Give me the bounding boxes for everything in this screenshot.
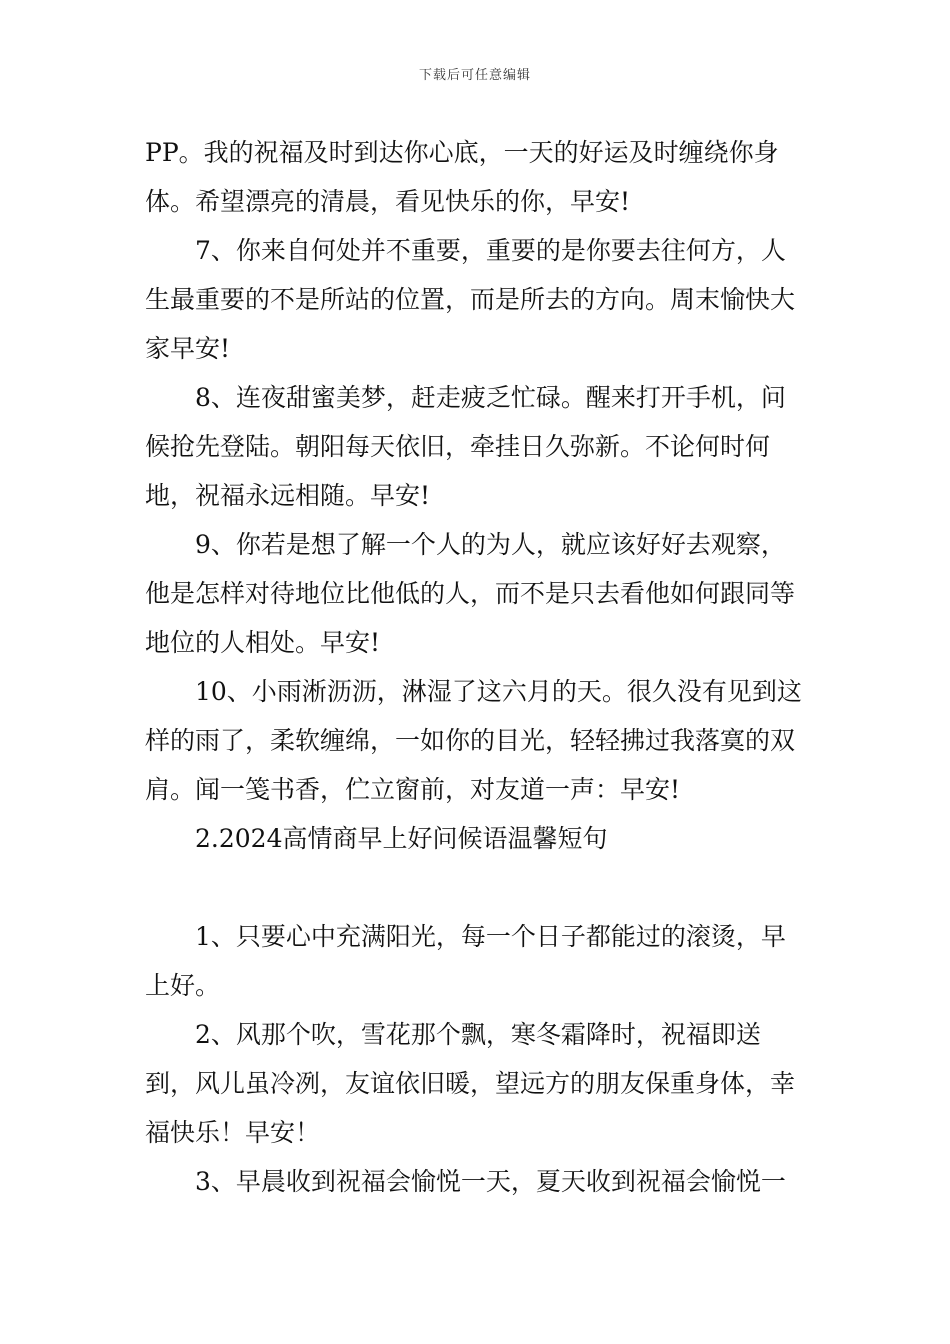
- page-header: 下载后可任意编辑: [418, 68, 531, 83]
- section-title: 2.2024高情商早上好问候语温馨短句: [195, 824, 608, 853]
- paragraph-9: 9、你若是想了解一个人的为人，就应该好好去观察，他是怎样对待地位比他低的人，而不是只去看他如何跟同等地位的人相处。早安!: [145, 530, 796, 657]
- paragraph-8: 8、连夜甜蜜美梦，赶走疲乏忙碌。醒来打开手机，问候抢先登陆。朝阳每天依旧，牵挂日久弥新。不论何时何地，祝福永远相随。早安!: [145, 383, 786, 510]
- paragraph-7: 7、你来自何处并不重要，重要的是你要去往何方，人生最重要的不是所站的位置，而是所去的方向。周末愉快大家早安!: [145, 236, 796, 363]
- section-paragraph-2: 2、风那个吹，雪花那个飘，寒冬霜降时，祝福即送到，风儿虽冷冽，友谊依旧暖，望远方的朋友保重身体，幸福快乐！早安！: [145, 1020, 796, 1147]
- section-paragraph-3: 3、早晨收到祝福会愉悦一天，夏天收到祝福会愉悦一: [195, 1167, 786, 1196]
- document-body: [145, 128, 810, 1206]
- paragraph-10: 10、小雨淅沥沥，淋湿了这六月的天。很久没有见到这样的雨了，柔软缠绵，一如你的目光，轻轻拂过我落寞的双肩。闻一笺书香，伫立窗前，对友道一声：早安!: [145, 677, 802, 804]
- section-paragraph-1: 1、只要心中充满阳光，每一个日子都能过的滚烫，早上好。: [145, 922, 786, 1000]
- paragraph-continued: PP。我的祝福及时到达你心底，一天的好运及时缠绕你身体。希望漂亮的清晨，看见快乐的你，早安!: [145, 138, 779, 216]
